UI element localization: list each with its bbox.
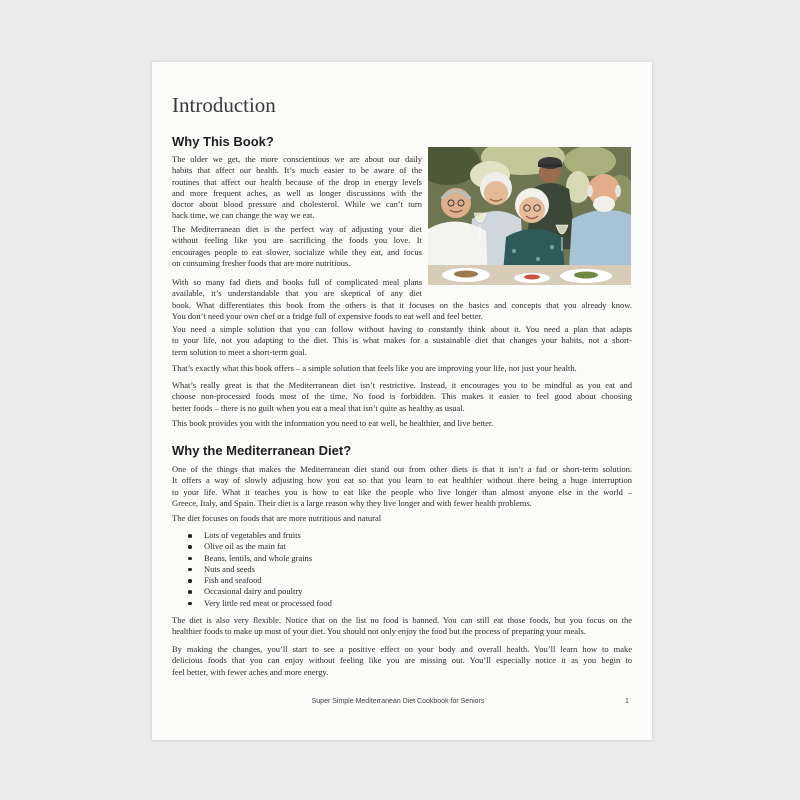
paragraph	[172, 380, 632, 414]
text-line: choose non-processed foods most of the time. No food is forbidden. This makes it easier to feel good about choosing	[172, 391, 632, 402]
text-line: healthier foods to make up most of your diet. You should not only enjoy the food but the process of preparing your meals.	[172, 626, 586, 637]
text-line: encourages people to eat slower, socialize while they eat, and focus	[172, 246, 422, 257]
text-line: Greece, Italy, and Spain. Their diet is a large reason why they live longer and with fewer health problems.	[172, 497, 532, 508]
bullet-icon	[188, 590, 192, 594]
food-bullet-list	[172, 530, 632, 609]
text-line: The diet is also very flexible. Notice that on the list no food is banned. You can still eat those foods, but you focus on the	[172, 615, 632, 625]
page-number: 1	[625, 698, 629, 705]
text-line: without feeling like you are sacrificing the foods you love. It	[172, 235, 422, 246]
text-line: By making the changes, you’ll start to see a positive effect on your body and overall health. You’ll learn how to make	[172, 644, 632, 654]
text-line: The Mediterranean diet is the perfect way of adjusting your diet	[172, 224, 422, 234]
list-item-text: Fish and seafood	[204, 575, 262, 586]
list-item-text: Lots of vegetables and fruits	[204, 530, 301, 540]
list-item-text: Nuts and seeds	[204, 563, 255, 574]
paragraph	[172, 464, 632, 509]
list-item	[172, 530, 632, 541]
text-line: You need a simple solution that you can follow without having to constantly think about it. You need a plan that adapts	[172, 324, 632, 334]
text-line: back time, we can change the way we eat.	[172, 210, 315, 221]
paragraph	[172, 615, 632, 638]
list-item-text: Olive oil as the main fat	[204, 541, 286, 552]
text-line: One of the things that makes the Mediterranean diet stand out from other diets is that it isn’t a fad or short-term solution.	[172, 464, 632, 474]
text-line: available, it’s understandable that you are skeptical of any diet	[172, 288, 422, 299]
list-item	[172, 598, 632, 609]
text-line: With so many fad diets and books full of complicated meal plans	[172, 277, 422, 287]
text-line: routines that affect our health because of the drop in energy levels	[172, 176, 422, 187]
text-line: to your life, not you adapting to the diet. This is what makes for a sustainable diet that changes your habits, not a short-	[172, 335, 632, 346]
text-line: to your life. What it teaches you is how to eat like the people who live longer than almost anyone else in the world –	[172, 486, 632, 497]
paragraph	[172, 363, 632, 374]
page-title: Introduction	[172, 93, 276, 117]
bullet-icon	[188, 545, 192, 549]
text-line: feel better, with fewer aches and more energy.	[172, 666, 329, 677]
text-line: It offers a way of slowly adjusting how you eat so that you learn to eat healthier without there being a huge interruption	[172, 475, 632, 486]
book-page	[152, 62, 652, 740]
text-line: The older we get, the more conscientious we are about our daily	[172, 154, 422, 164]
text-line: The diet focuses on foods that are more nutritious and natural	[172, 513, 382, 523]
text-line: better foods – there is no guilt when you eat a meal that isn’t quite as healthy as usual.	[172, 402, 465, 413]
section-heading-why-mediterranean: Why the Mediterranean Diet?	[172, 443, 352, 458]
bullet-icon	[188, 568, 192, 572]
text-line: doctor about blood pressure and cholesterol. While we can’t turn	[172, 199, 422, 210]
list-item	[172, 575, 632, 586]
text-line: This book provides you with the information you need to eat well, be healthier, and live better.	[172, 418, 494, 428]
list-item	[172, 564, 632, 575]
paragraph	[172, 324, 632, 358]
text-line: and more frequent aches, as well as longer discussions with the	[172, 187, 422, 198]
list-intro	[172, 513, 632, 524]
text-line: You don’t need your own chef or a fridge full of expensive foods to eat well and feel better.	[172, 310, 483, 321]
text-line: habits that affect our health. It’s much easier to be aware of the	[172, 165, 422, 176]
paragraph	[172, 644, 632, 678]
bullet-icon	[188, 557, 192, 561]
text-line: delicious foods that you can enjoy without feeling like you are missing out. You’ll especially notice it as you begin to	[172, 655, 632, 666]
section-heading-why-this-book: Why This Book?	[172, 134, 274, 149]
bullet-icon	[188, 602, 192, 606]
paragraph	[172, 154, 632, 222]
list-item	[172, 586, 632, 597]
text-line: on consuming fresher foods that are more nutritious.	[172, 257, 351, 268]
paragraph	[172, 277, 632, 322]
text-line: term solution to meet a short-term goal.	[172, 346, 307, 357]
bullet-icon	[188, 579, 192, 583]
text-line: book. What differentiates this book from the others is that it focuses on the basics and concepts that you already know.	[172, 299, 632, 310]
list-item-text: Occasional dairy and poultry	[204, 586, 303, 597]
list-item-text: Beans, lentils, and whole grains	[204, 552, 313, 563]
text-line: What’s really great is that the Mediterranean diet isn’t restrictive. Instead, it encourages you to be mindful as you eat and	[172, 380, 632, 390]
paragraph	[172, 224, 632, 269]
list-item-text: Very little red meat or processed food	[204, 597, 332, 608]
paragraph	[172, 418, 632, 429]
list-item	[172, 541, 632, 552]
text-line: That’s exactly what this book offers – a simple solution that feels like you are improving your life, not just your health.	[172, 363, 577, 373]
footer-book-title: Super Simple Mediterranean Diet Cookbook for Seniors	[311, 698, 485, 705]
bullet-icon	[188, 534, 192, 538]
list-item	[172, 553, 632, 564]
